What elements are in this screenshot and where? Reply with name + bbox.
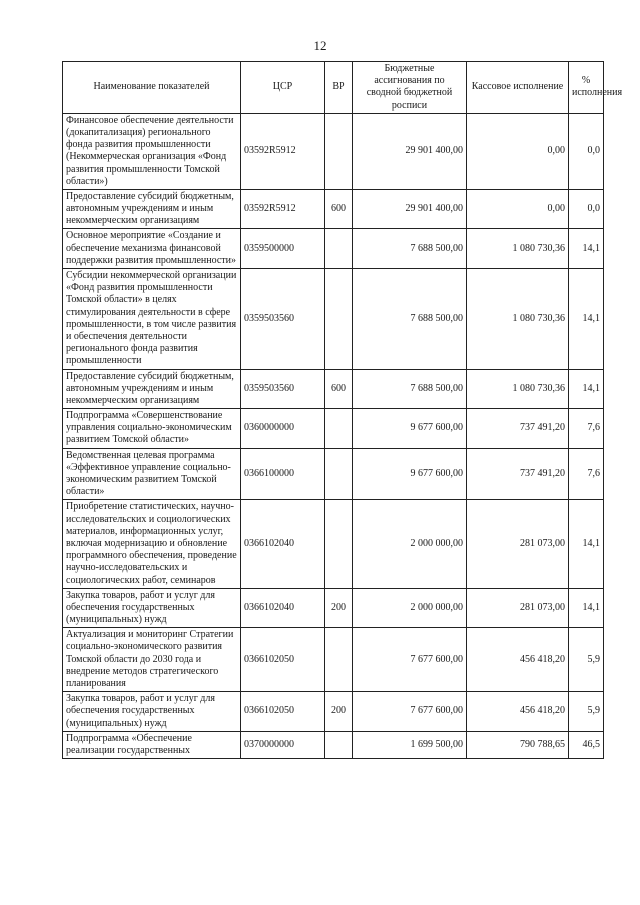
table-row — [63, 448, 604, 500]
row-csr: 03592R5912 — [241, 189, 325, 229]
row-name: Приобретение статистических, научно-исследовательских и социологических материалов, информационных услуг, включая модернизацию и обновление программного обеспечения, проведение научно-исследовательских и социологических работ, семинаров — [63, 500, 241, 588]
table-row — [63, 369, 604, 409]
row-csr: 0360000000 — [241, 409, 325, 449]
row-vr: 200 — [325, 692, 353, 732]
row-name: Закупка товаров, работ и услуг для обеспечения государственных (муниципальных) нужд — [63, 588, 241, 628]
table-row — [63, 269, 604, 370]
table-row — [63, 500, 604, 588]
row-budget: 7 688 500,00 — [353, 269, 467, 370]
row-budget: 2 000 000,00 — [353, 500, 467, 588]
row-budget: 2 000 000,00 — [353, 588, 467, 628]
row-name: Предоставление субсидий бюджетным, автономным учреждениям и иным некоммерческим организациям — [63, 369, 241, 409]
row-name: Предоставление субсидий бюджетным, автономным учреждениям и иным некоммерческим организациям — [63, 189, 241, 229]
row-pct: 46,5 — [569, 731, 604, 758]
header-csr: ЦСР — [241, 62, 325, 114]
header-cash: Кассовое исполнение — [467, 62, 569, 114]
row-name: Закупка товаров, работ и услуг для обеспечения государственных (муниципальных) нужд — [63, 692, 241, 732]
row-name: Подпрограмма «Совершенствование управления социально-экономическим развитием Томской области» — [63, 409, 241, 449]
row-pct: 7,6 — [569, 448, 604, 500]
row-vr: 600 — [325, 369, 353, 409]
row-vr — [325, 628, 353, 692]
row-budget: 7 688 500,00 — [353, 229, 467, 269]
row-name: Актуализация и мониторинг Стратегии социально-экономического развития Томской области до 2030 года и внедрение методов стратегического планирования — [63, 628, 241, 692]
row-cash: 281 073,00 — [467, 588, 569, 628]
table-header-row — [63, 62, 604, 114]
row-csr: 0366100000 — [241, 448, 325, 500]
header-vr: ВР — [325, 62, 353, 114]
row-cash: 0,00 — [467, 189, 569, 229]
row-csr: 0366102040 — [241, 500, 325, 588]
row-cash: 790 788,65 — [467, 731, 569, 758]
row-cash: 281 073,00 — [467, 500, 569, 588]
row-vr — [325, 500, 353, 588]
row-cash: 737 491,20 — [467, 409, 569, 449]
row-name: Финансовое обеспечение деятельности (докапитализация) регионального фонда развития промышленности (Некоммерческая организация «Фонд развития промышленности Томской области») — [63, 113, 241, 189]
row-cash: 1 080 730,36 — [467, 269, 569, 370]
row-cash: 456 418,20 — [467, 692, 569, 732]
table-row — [63, 588, 604, 628]
row-cash: 1 080 730,36 — [467, 229, 569, 269]
row-vr — [325, 269, 353, 370]
table-row — [63, 409, 604, 449]
row-pct: 14,1 — [569, 369, 604, 409]
row-vr — [325, 731, 353, 758]
row-pct: 5,9 — [569, 692, 604, 732]
row-vr — [325, 448, 353, 500]
table-row — [63, 229, 604, 269]
row-budget: 29 901 400,00 — [353, 189, 467, 229]
row-name: Ведомственная целевая программа «Эффективное управление социально-экономическим развитием Томской области» — [63, 448, 241, 500]
header-pct: % исполнения — [569, 62, 604, 114]
row-csr: 03592R5912 — [241, 113, 325, 189]
table-row — [63, 628, 604, 692]
row-cash: 456 418,20 — [467, 628, 569, 692]
row-pct: 14,1 — [569, 500, 604, 588]
row-vr — [325, 409, 353, 449]
row-name: Основное мероприятие «Создание и обеспечение механизма финансовой поддержки развития промышленности» — [63, 229, 241, 269]
row-csr: 0366102050 — [241, 692, 325, 732]
row-pct: 5,9 — [569, 628, 604, 692]
row-name: Субсидии некоммерческой организации «Фонд развития промышленности Томской области» в целях стимулирования деятельности в сфере промышленности, в том числе развития и обеспечения деятельности регионального фонда развития промышленности — [63, 269, 241, 370]
row-budget: 1 699 500,00 — [353, 731, 467, 758]
row-vr: 200 — [325, 588, 353, 628]
row-csr: 0370000000 — [241, 731, 325, 758]
row-pct: 7,6 — [569, 409, 604, 449]
row-vr: 600 — [325, 189, 353, 229]
table-row — [63, 692, 604, 732]
row-csr: 0359503560 — [241, 269, 325, 370]
table-row — [63, 731, 604, 758]
row-budget: 29 901 400,00 — [353, 113, 467, 189]
row-pct: 0,0 — [569, 189, 604, 229]
row-budget: 7 677 600,00 — [353, 628, 467, 692]
row-pct: 0,0 — [569, 113, 604, 189]
row-vr — [325, 229, 353, 269]
header-budget: Бюджетные ассигнования по сводной бюджетной росписи — [353, 62, 467, 114]
row-pct: 14,1 — [569, 269, 604, 370]
header-name: Наименование показателей — [63, 62, 241, 114]
row-budget: 9 677 600,00 — [353, 409, 467, 449]
row-csr: 0366102040 — [241, 588, 325, 628]
row-csr: 0359500000 — [241, 229, 325, 269]
budget-execution-table — [62, 61, 623, 759]
row-pct: 14,1 — [569, 588, 604, 628]
row-name: Подпрограмма «Обеспечение реализации государственных — [63, 731, 241, 758]
row-pct: 14,1 — [569, 229, 604, 269]
page-number: 12 — [313, 38, 327, 53]
row-csr: 0366102050 — [241, 628, 325, 692]
row-budget: 9 677 600,00 — [353, 448, 467, 500]
row-cash: 737 491,20 — [467, 448, 569, 500]
row-cash: 1 080 730,36 — [467, 369, 569, 409]
row-cash: 0,00 — [467, 113, 569, 189]
row-budget: 7 677 600,00 — [353, 692, 467, 732]
table-row — [63, 113, 604, 189]
table-row — [63, 189, 604, 229]
row-vr — [325, 113, 353, 189]
row-csr: 0359503560 — [241, 369, 325, 409]
row-budget: 7 688 500,00 — [353, 369, 467, 409]
